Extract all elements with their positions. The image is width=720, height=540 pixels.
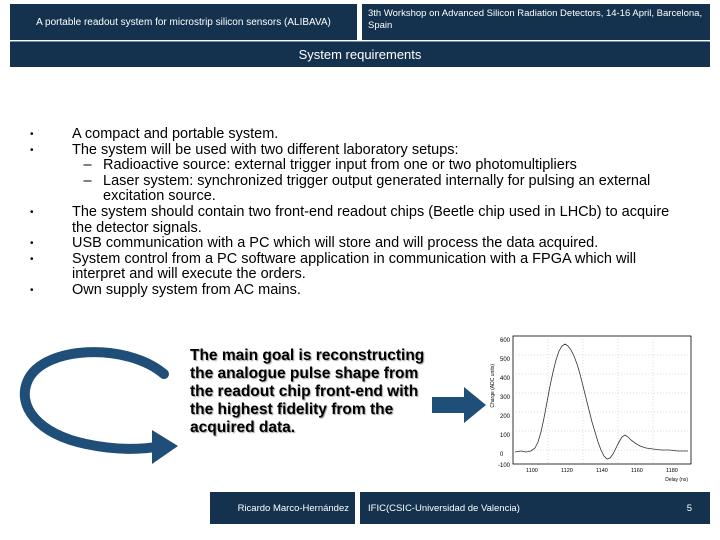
workshop-title: 3th Workshop on Advanced Silicon Radiation Detectors, 14-16 April, Barcelona, Spain (368, 8, 703, 31)
bullet-text: The system should contain two front-end readout chips (Beetle chip used in LHCb) to acquire the detector signals. (72, 203, 670, 236)
bullet-item (30, 283, 685, 299)
bullet-symbol: • (30, 129, 34, 140)
y-tick-label: 400 (500, 376, 511, 382)
bullet-symbol: • (30, 144, 34, 156)
slide-title-bar (10, 41, 710, 67)
svg-text:Charge (ADC units): Charge (ADC units) (490, 364, 496, 408)
bullet-item (30, 127, 685, 143)
bullet-list (30, 127, 685, 299)
x-tick-label: 1100 (526, 468, 538, 474)
sub-bullet-item (72, 174, 685, 205)
plot-y-label (490, 364, 496, 408)
y-tick-label: 300 (500, 395, 511, 401)
plot-x-label: Delay (ns) (665, 477, 688, 483)
sub-bullet-item (72, 158, 685, 174)
bullet-symbol: • (30, 206, 34, 218)
bullet-text: System control from a PC software application in communication with a FPGA which will interpret and will execute the orders. (72, 250, 637, 283)
bullet-item (30, 252, 685, 283)
dash-symbol: – (83, 172, 92, 189)
bullet-item (30, 236, 685, 252)
bullet-text: USB communication with a PC which will store and will process the data acquired. (72, 235, 599, 252)
bullet-item (30, 143, 685, 159)
bullet-text: Own supply system from AC mains. (72, 281, 301, 298)
plot-frame (513, 336, 691, 464)
presentation-title: A portable readout system for microstrip silicon sensors (ALIBAVA) (36, 16, 331, 28)
header-presentation-title (10, 4, 357, 40)
x-tick-label: 1160 (631, 468, 643, 474)
pulse-shape-plot (488, 334, 698, 489)
bullet-symbol: • (30, 238, 34, 250)
y-tick-label: 100 (500, 433, 511, 439)
y-tick-label: 200 (500, 414, 511, 420)
footer-author (210, 492, 355, 524)
y-tick-label: 500 (500, 357, 511, 363)
y-tick-label: 600 (500, 338, 511, 344)
bullet-symbol: • (30, 284, 34, 296)
x-tick-label: 1180 (666, 468, 678, 474)
slide-title: System requirements (298, 47, 422, 62)
x-tick-label: 1120 (561, 468, 573, 474)
dash-symbol: – (83, 157, 92, 174)
sub-bullet-text: Radioactive source: external trigger input from one or two photomultipliers (103, 157, 577, 174)
author-name: Ricardo Marco-Hernández (237, 502, 349, 514)
sub-bullet-text: Laser system: synchronized trigger output generated internally for pulsing an external excitation source. (103, 172, 651, 205)
plot-y-ticks (498, 338, 511, 469)
cycle-arrow-icon (14, 340, 184, 480)
bullet-text: The system will be used with two different laboratory setups: (72, 141, 459, 158)
institute-name: IFIC(CSIC-Universidad de Valencia) (368, 502, 520, 514)
main-goal-text: The main goal is reconstructing the analogue pulse shape from the readout chip front-end with the highest fidelity from the acquired data. (190, 347, 425, 436)
y-tick-label: -100 (498, 463, 511, 469)
page-number: 5 (686, 502, 692, 514)
bullet-symbol: • (30, 253, 34, 265)
y-tick-label: 0 (500, 452, 504, 458)
bullet-item (30, 205, 685, 236)
footer-institute (360, 492, 710, 524)
bullet-text: A compact and portable system. (72, 126, 279, 142)
right-arrow-icon (432, 385, 487, 425)
header-workshop-title (362, 4, 710, 40)
plot-x-ticks (526, 468, 678, 474)
x-tick-label: 1140 (596, 468, 608, 474)
